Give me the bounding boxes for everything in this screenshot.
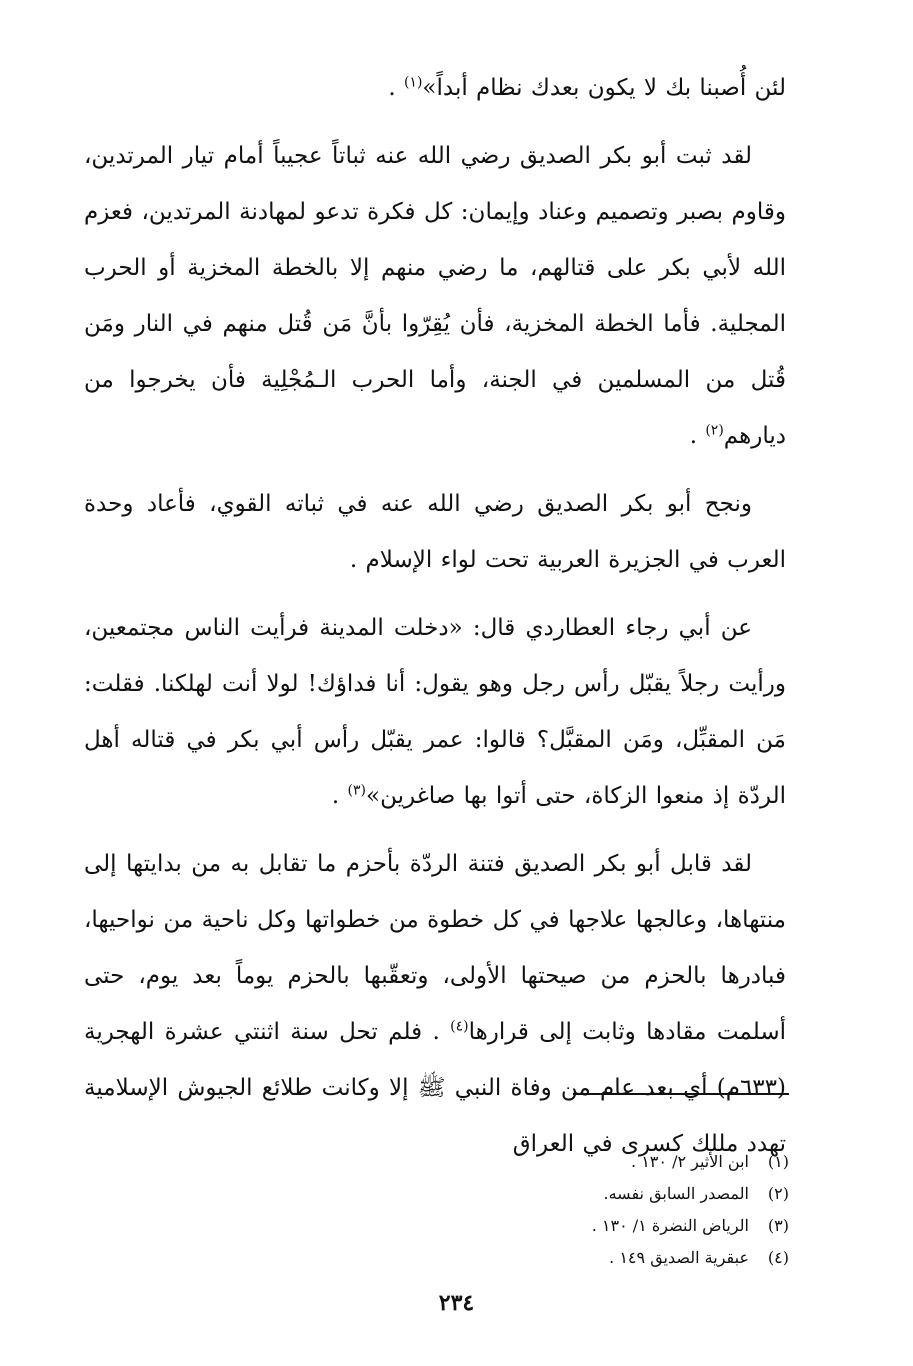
paragraph-3 — [84, 476, 786, 588]
footnote-text: ابن الأثير ٢/ ١٣٠ . — [631, 1152, 749, 1171]
footnote-reference: (٤) — [450, 1018, 469, 1035]
paragraph-tail: . — [689, 423, 706, 449]
main-text — [84, 60, 786, 1184]
paragraph-text: لئن أُصبنا بك لا يكون بعدك نظام أبداً» — [422, 75, 786, 101]
footnote-number: (٢) — [767, 1184, 789, 1203]
paragraph-text: عن أبي رجاء العطاردي قال: «دخلت المدينة فرأيت الناس مجتمعين، ورأيت رجلاً يقبّل رأس رجل وهو يقول: أنا فداؤك! لولا أنت لهلكنا. فقلت: مَن المقبِّل، ومَن المقبَّل؟ قالوا: عمر يقبّل رأس أبي بكر في قتاله أهل الردّة إذ منعوا الزكاة، حتى أتوا بها صاغرين» — [84, 615, 786, 809]
footnote-text: الرياض النضرة ١/ ١٣٠ . — [591, 1216, 749, 1235]
paragraph-2 — [84, 128, 786, 464]
page-number: ٢٣٤ — [438, 1290, 475, 1316]
footnote-number: (١) — [767, 1152, 789, 1171]
footnote-2 — [189, 1178, 789, 1210]
footnote-text: عبقرية الصديق ١٤٩ . — [609, 1248, 749, 1267]
footnote-number: (٤) — [767, 1248, 789, 1267]
footnote-1 — [189, 1146, 789, 1178]
paragraph-1 — [84, 60, 786, 116]
footnotes-list — [189, 1146, 789, 1274]
footnote-divider — [573, 1093, 789, 1095]
paragraph-text: ونجح أبو بكر الصديق رضي الله عنه في ثباته القوي، فأعاد وحدة العرب في الجزيرة العربية تحت لواء الإسلام . — [84, 491, 786, 573]
footnote-text: المصدر السابق نفسه. — [603, 1184, 749, 1203]
paragraph-5 — [84, 836, 786, 1172]
paragraph-text: لقد قابل أبو بكر الصديق فتنة الردّة بأحزم ما تقابل به من بدايتها إلى منتهاها، وعالجها علاجها في كل خطوة من خطواتها وكل ناحية من نواحيها، فبادرها بالحزم من صيحتها الأولى، وتعقّبها بالحزم يوماً بعد يوم، حتى أسلمت مقادها وثابت إلى قرارها — [84, 851, 786, 1045]
footnote-reference: (٢) — [705, 422, 724, 439]
paragraph-text: لقد ثبت أبو بكر الصديق رضي الله عنه ثباتاً عجيباً أمام تيار المرتدين، وقاوم بصبر وتصميم وعناد وإيمان: كل فكرة تدعو لمهادنة المرتدين، فعزم الله لأبي بكر على قتالهم، ما رضي منهم إلا بالخطة المخزية أو الحرب المجلية. فأما الخطة المخزية، فأن يُقِرّوا بأنَّ مَن قُتل منهم في النار ومَن قُتل من المسلمين في الجنة، وأما الحرب الـمُجْلِية فأن يخرجوا من ديارهم — [84, 143, 786, 449]
paragraph-4 — [84, 600, 786, 824]
footnote-3 — [189, 1210, 789, 1242]
paragraph-tail: . فلم تحل سنة اثنتي عشرة الهجرية (٦٣٣م) أي بعد عام من وفاة النبي ﷺ إلا وكانت طلائع الجيوش الإسلامية تهدد مللك كسرى في العراق — [84, 1019, 786, 1157]
paragraph-tail: . — [388, 75, 404, 101]
paragraph-tail: . — [331, 783, 348, 809]
footnote-reference: (٣) — [347, 782, 367, 799]
footnote-4 — [189, 1242, 789, 1274]
footnote-reference: (١) — [403, 74, 423, 91]
footnote-number: (٣) — [767, 1216, 789, 1235]
